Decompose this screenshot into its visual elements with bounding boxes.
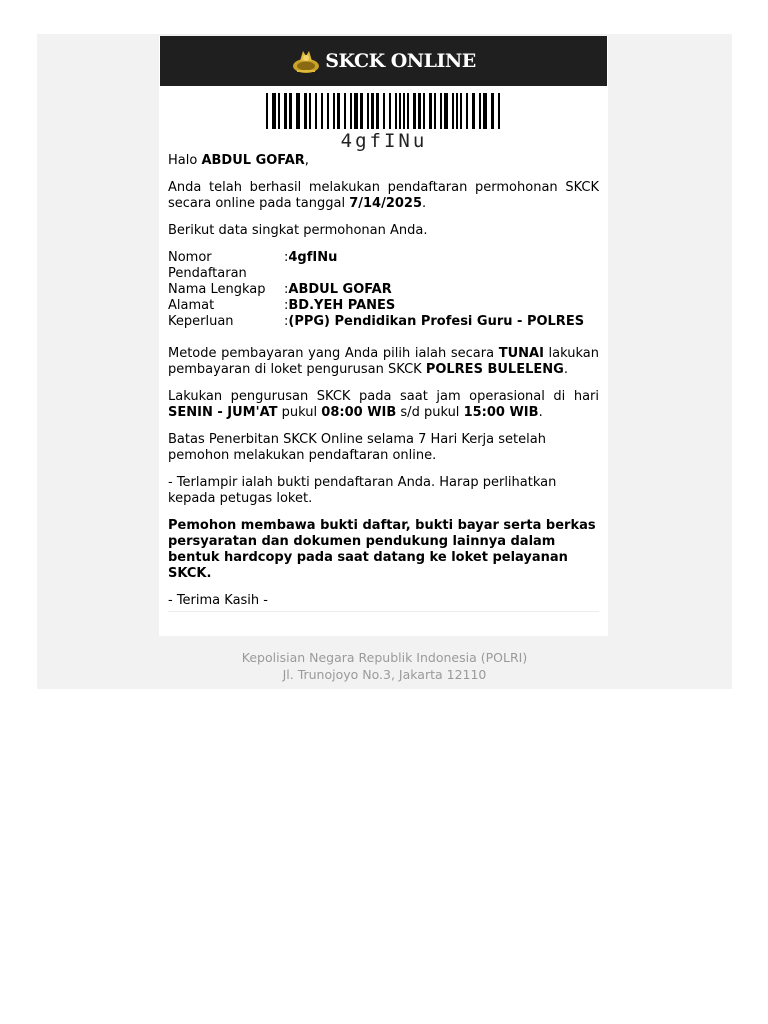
barcode-bar <box>284 93 287 129</box>
barcode-bar <box>315 93 317 129</box>
detail-label: Keperluan <box>168 314 234 329</box>
detail-value: : ABDUL GOFAR <box>284 282 599 298</box>
barcode-bar <box>498 93 500 129</box>
barcode <box>264 93 504 129</box>
barcode-bar <box>418 93 421 129</box>
schedule-days: SENIN - JUM'AT <box>168 405 278 420</box>
barcode-bar <box>491 93 494 129</box>
barcode-bar <box>350 93 352 129</box>
payment-office: POLRES BULELENG <box>425 362 564 377</box>
barcode-bar <box>483 93 487 129</box>
payment-text: Metode pembayaran yang Anda pilih ialah secara TUNAI lakukan pembayaran di loket pengurusan SKCK POLRES BULELENG. <box>168 346 599 377</box>
schedule-end: 15:00 WIB <box>463 405 539 420</box>
schedule-start: 08:00 WIB <box>321 405 397 420</box>
brand-title: SKCK ONLINE <box>325 50 476 72</box>
barcode-bar <box>296 93 300 129</box>
detail-value: : 4gfINu <box>284 250 599 282</box>
barcode-bar <box>272 93 276 129</box>
barcode-bar <box>376 93 379 129</box>
footer-organization: Kepolisian Negara Republik Indonesia (POLRI) <box>241 650 528 665</box>
greeting-name: ABDUL GOFAR <box>201 153 305 168</box>
barcode-bar <box>289 93 292 129</box>
greeting: Halo ABDUL GOFAR, <box>168 153 309 168</box>
barcode-bar <box>333 93 335 129</box>
footer-address: Jl. Trunojoyo No.3, Jakarta 12110 <box>282 667 487 682</box>
barcode-bar <box>466 93 468 129</box>
barcode-bar <box>321 93 323 129</box>
barcode-bar <box>367 93 369 129</box>
barcode-bar <box>460 93 462 129</box>
barcode-bar <box>360 93 363 129</box>
barcode-bar <box>423 93 425 129</box>
brand <box>291 47 476 75</box>
attachment-note: - Terlampir ialah bukti pendaftaran Anda. Harap perlihatkan kepada petugas loket. <box>168 475 557 506</box>
barcode-bar <box>444 93 448 129</box>
detail-value: : (PPG) Pendidikan Profesi Guru - POLRES <box>284 314 599 330</box>
barcode-bar <box>472 93 475 129</box>
barcode-bar <box>403 93 405 129</box>
barcode-bar <box>304 93 307 129</box>
barcode-bar <box>327 93 329 129</box>
requirement-note: Pemohon membawa bukti daftar, bukti bayar serta berkas persyaratan dan dokumen pendukung lainnya dalam bentuk hardcopy pada saat datang ke loket pelayanan SKCK. <box>168 518 596 581</box>
police-emblem-icon <box>291 47 321 75</box>
email-body <box>168 153 599 620</box>
barcode-bar <box>429 93 432 129</box>
barcode-bar <box>383 93 385 129</box>
email-header <box>160 36 607 86</box>
barcode-bar <box>399 93 401 129</box>
barcode-bar <box>337 93 340 129</box>
barcode-bar <box>344 93 346 129</box>
detail-label: Nomor Pendaftaran <box>168 250 247 281</box>
barcode-bar <box>407 93 409 129</box>
barcode-bar <box>389 93 391 129</box>
registration-text: Anda telah berhasil melakukan pendaftaran permohonan SKCK secara online pada tanggal 7/14/2025. <box>168 180 599 211</box>
barcode-bar <box>434 93 436 129</box>
schedule-text: Lakukan pengurusan SKCK pada saat jam operasional di hari SENIN - JUM'AT pukul 08:00 WIB s/d pukul 15:00 WIB. <box>168 389 599 420</box>
detail-label: Alamat <box>168 298 215 313</box>
barcode-bar <box>395 93 397 129</box>
registration-details <box>168 250 599 330</box>
barcode-bar <box>266 93 268 129</box>
barcode-bar <box>479 93 481 129</box>
barcode-bar <box>354 93 358 129</box>
email-footer <box>37 649 732 683</box>
closing-text: - Terima Kasih - <box>168 593 268 608</box>
payment-method: TUNAI <box>498 346 544 361</box>
barcode-bar <box>309 93 311 129</box>
barcode-bar <box>413 93 416 129</box>
barcode-bar <box>456 93 458 129</box>
barcode-bar <box>440 93 442 129</box>
detail-label: Nama Lengkap <box>168 282 266 297</box>
divider <box>168 611 599 612</box>
barcode-bar <box>371 93 374 129</box>
deadline-text: Batas Penerbitan SKCK Online selama 7 Hari Kerja setelah pemohon melakukan pendaftaran online. <box>168 432 546 463</box>
barcode-bar <box>452 93 454 129</box>
registration-date: 7/14/2025 <box>349 196 423 211</box>
barcode-bar <box>278 93 280 129</box>
detail-value: : BD.YEH PANES <box>284 298 599 314</box>
barcode-text: 4gfINu <box>340 130 428 152</box>
summary-intro: Berikut data singkat permohonan Anda. <box>168 223 428 238</box>
